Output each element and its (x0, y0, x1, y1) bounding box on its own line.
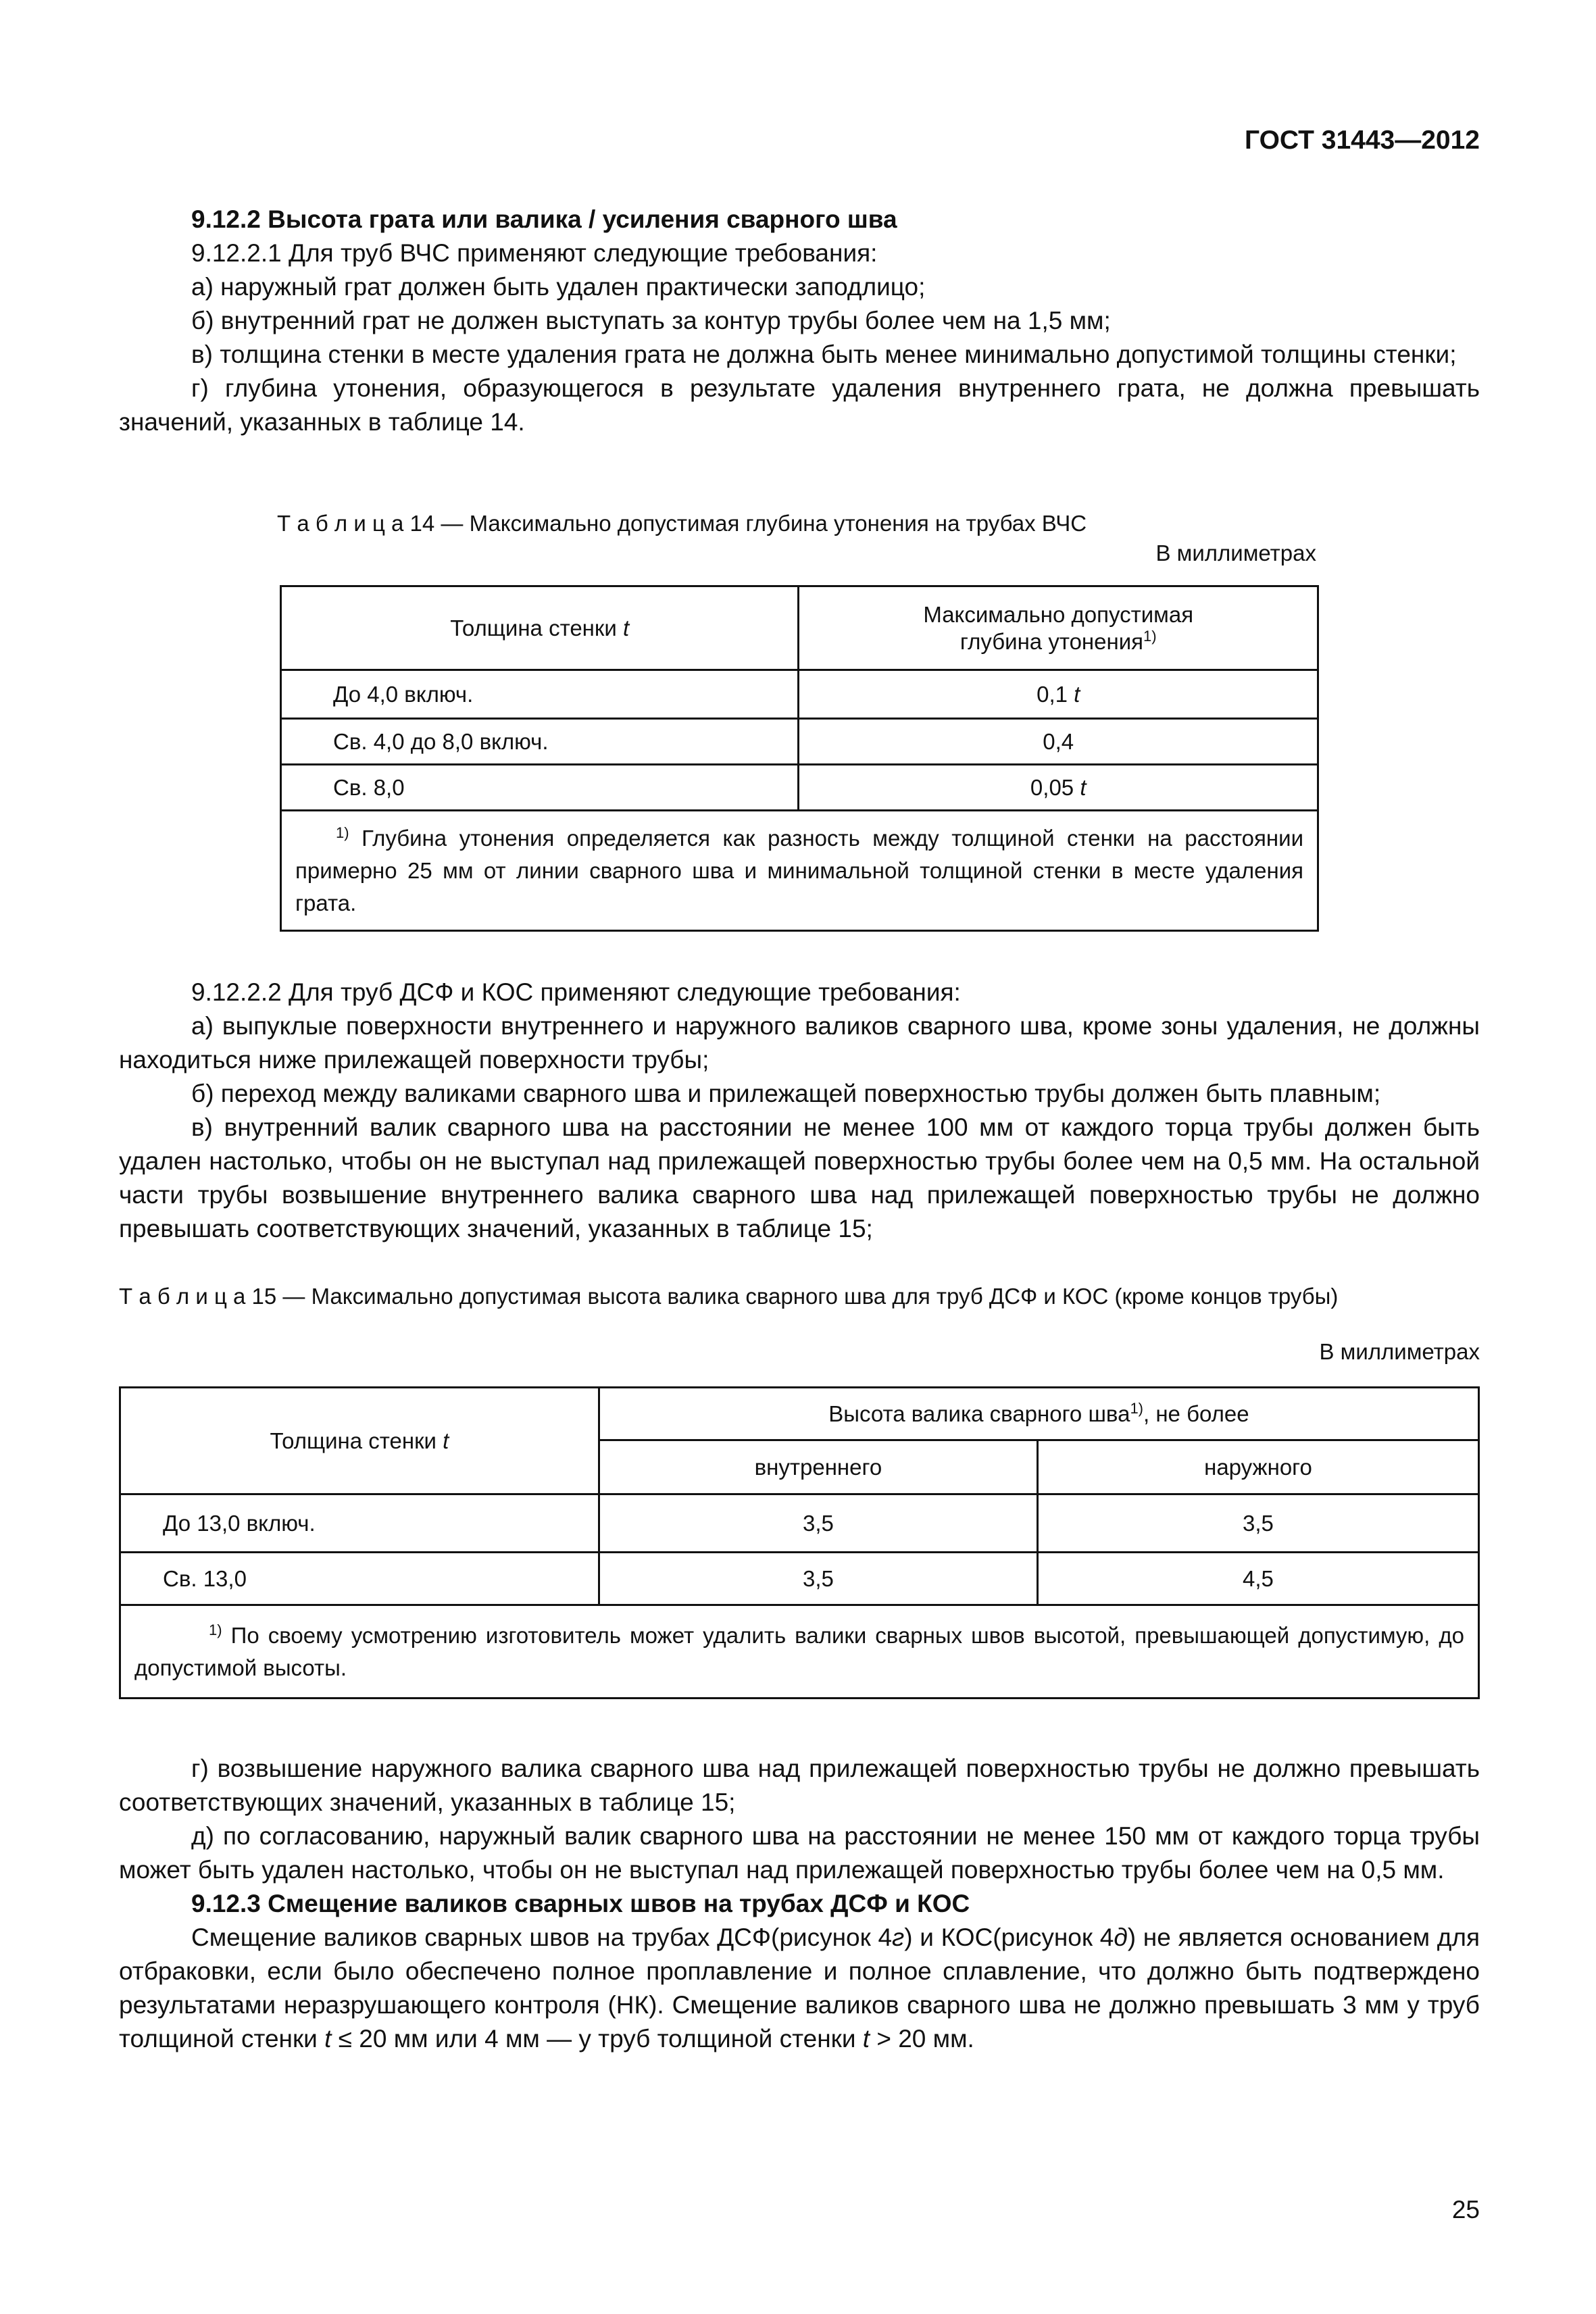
footnote-mark: 1) (209, 1621, 222, 1638)
footnote-mark: 1) (336, 824, 349, 841)
list-item: б) переход между валиками сварного шва и прилежащей поверхностью трубы должен быть плавным; (191, 1080, 1381, 1107)
column-header (281, 586, 799, 670)
variable: t (622, 615, 630, 640)
text-run: ) и КОС(рисунок 4 (904, 1923, 1114, 1951)
cell-value: 0,05 (1030, 774, 1074, 800)
column-header: наружного (1037, 1440, 1478, 1494)
table-15-unit: В миллиметрах (1319, 1339, 1480, 1364)
table-header-row (281, 586, 1318, 670)
table-cell: До 4,0 включ. (281, 670, 799, 719)
table-cell: Св. 8,0 (281, 765, 799, 811)
section-9-12-2-2 (119, 976, 1480, 1246)
paragraph (119, 1921, 1480, 2056)
table-row (281, 719, 1318, 765)
variable: г (892, 1923, 905, 1951)
table-14 (280, 585, 1319, 932)
variable: д (1114, 1923, 1128, 1951)
table-row (120, 1494, 1479, 1553)
table-14-unit: В миллиметрах (1155, 540, 1316, 565)
cell-value: 0,1 (1037, 681, 1068, 707)
list-item: б) внутренний грат не должен выступать за контур трубы более чем на 1,5 мм; (191, 307, 1111, 334)
table-cell: 3,5 (599, 1553, 1037, 1605)
footnote-mark: 1) (1143, 627, 1157, 645)
list-item: в) толщина стенки в месте удаления грата не должна быть менее минимально допустимой толщины стенки; (191, 341, 1457, 368)
table-header-row (120, 1388, 1479, 1440)
header-label: глубина утонения (959, 628, 1144, 654)
table-cell: 3,5 (1037, 1494, 1478, 1553)
text-run: > 20 мм. (870, 2025, 974, 2053)
table-cell: Св. 4,0 до 8,0 включ. (281, 719, 799, 765)
text-run: ≤ 20 мм или 4 мм — у труб толщиной стенки (331, 2025, 863, 2053)
list-item: г) возвышение наружного валика сварного шва над прилежащей поверхностью трубы не должно превышать соответствующих значений, указанных в таблице 15; (119, 1755, 1480, 1816)
table-row (120, 1553, 1479, 1605)
table-cell (799, 765, 1318, 811)
table-14-caption: Т а б л и ц а 14 — Максимально допустимая глубина утонения на трубах ВЧС (277, 511, 1087, 536)
header-label: , не более (1143, 1401, 1249, 1426)
section-title: 9.12.3 Смещение валиков сварных швов на трубах ДСФ и КОС (191, 1890, 970, 1917)
table-row (281, 670, 1318, 719)
section-title: 9.12.2 Высота грата или валика / усиления сварного шва (191, 205, 897, 233)
section-9-12-2 (119, 203, 1480, 439)
table-cell: 4,5 (1037, 1553, 1478, 1605)
page-number: 25 (1451, 2196, 1480, 2223)
table-cell: 3,5 (599, 1494, 1037, 1553)
footnote-mark: 1) (1130, 1399, 1143, 1417)
table-cell: 0,4 (799, 719, 1318, 765)
section-after-table-15 (119, 1752, 1480, 2056)
table-footnote-row (120, 1605, 1479, 1699)
column-header: внутреннего (599, 1440, 1037, 1494)
header-label: Высота валика сварного шва (828, 1401, 1130, 1426)
table-cell: До 13,0 включ. (120, 1494, 599, 1553)
header-label: Максимально допустимая (923, 601, 1194, 627)
table-15-caption: Т а б л и ц а 15 — Максимально допустимая высота валика сварного шва для труб ДСФ и КОС (кроме концов трубы) (119, 1284, 1339, 1309)
variable: t (443, 1428, 449, 1453)
footnote-text: Глубина утонения определяется как разность между толщиной стенки на расстоянии примерно 25 мм от линии сварного шва и минимальной толщиной стенки в месте удаления грата. (295, 825, 1304, 915)
column-header (799, 586, 1318, 670)
variable: t (1080, 774, 1087, 800)
table-row (281, 765, 1318, 811)
list-item: д) по согласованию, наружный валик сварного шва на расстоянии не менее 150 мм от каждого торца трубы может быть удален настолько, чтобы он не выступал над прилежащей поверхностью трубы более чем на 0,5 мм. (119, 1822, 1480, 1884)
variable: t (324, 2025, 332, 2053)
table-15 (119, 1386, 1480, 1699)
header-label: Толщина стенки (270, 1428, 437, 1453)
text-run: Смещение валиков сварных швов на трубах ДСФ(рисунок 4 (191, 1923, 893, 1951)
table-footnote-row (281, 811, 1318, 931)
table-cell (799, 670, 1318, 719)
list-item: в) внутренний валик сварного шва на расстоянии не менее 100 мм от каждого торца трубы должен быть удален настолько, чтобы он не выступал над прилежащей поверхностью трубы более чем на 0,5 мм. На остальной части трубы возвышение внутреннего валика сварного шва над прилежащей поверхностью трубы не должно превышать соответствующих значений, указанных в таблице 15; (119, 1113, 1480, 1242)
variable: t (1074, 681, 1080, 707)
text-run: ) не является основанием для отбраковки, если было обеспечено полное проплавление и полное сплавление, что должно быть подтверждено результатами неразрушающего контроля (НК). Смещение валиков сварного шва не должно превышать 3 мм у труб толщиной стенки (119, 1923, 1480, 2053)
list-item: а) наружный грат должен быть удален практически заподлицо; (191, 273, 926, 301)
paragraph: 9.12.2.2 Для труб ДСФ и КОС применяют следующие требования: (191, 978, 961, 1006)
table-footnote (281, 811, 1318, 931)
column-header (599, 1388, 1478, 1440)
table-footnote (120, 1605, 1479, 1699)
footnote-text: По своему усмотрению изготовитель может удалить валики сварных швов высотой, превышающей допустимую, до допустимой высоты. (134, 1622, 1464, 1680)
paragraph: 9.12.2.1 Для труб ВЧС применяют следующие требования: (191, 239, 878, 267)
list-item: а) выпуклые поверхности внутреннего и наружного валиков сварного шва, кроме зоны удаления, не должны находиться ниже прилежащей поверхности трубы; (119, 1012, 1480, 1074)
document-header: ГОСТ 31443—2012 (1245, 126, 1480, 155)
header-label: Толщина стенки (450, 615, 617, 640)
variable: t (862, 2025, 870, 2053)
column-header (120, 1388, 599, 1494)
list-item: г) глубина утонения, образующегося в результате удаления внутреннего грата, не должна превышать значений, указанных в таблице 14. (119, 374, 1480, 436)
table-cell: Св. 13,0 (120, 1553, 599, 1605)
